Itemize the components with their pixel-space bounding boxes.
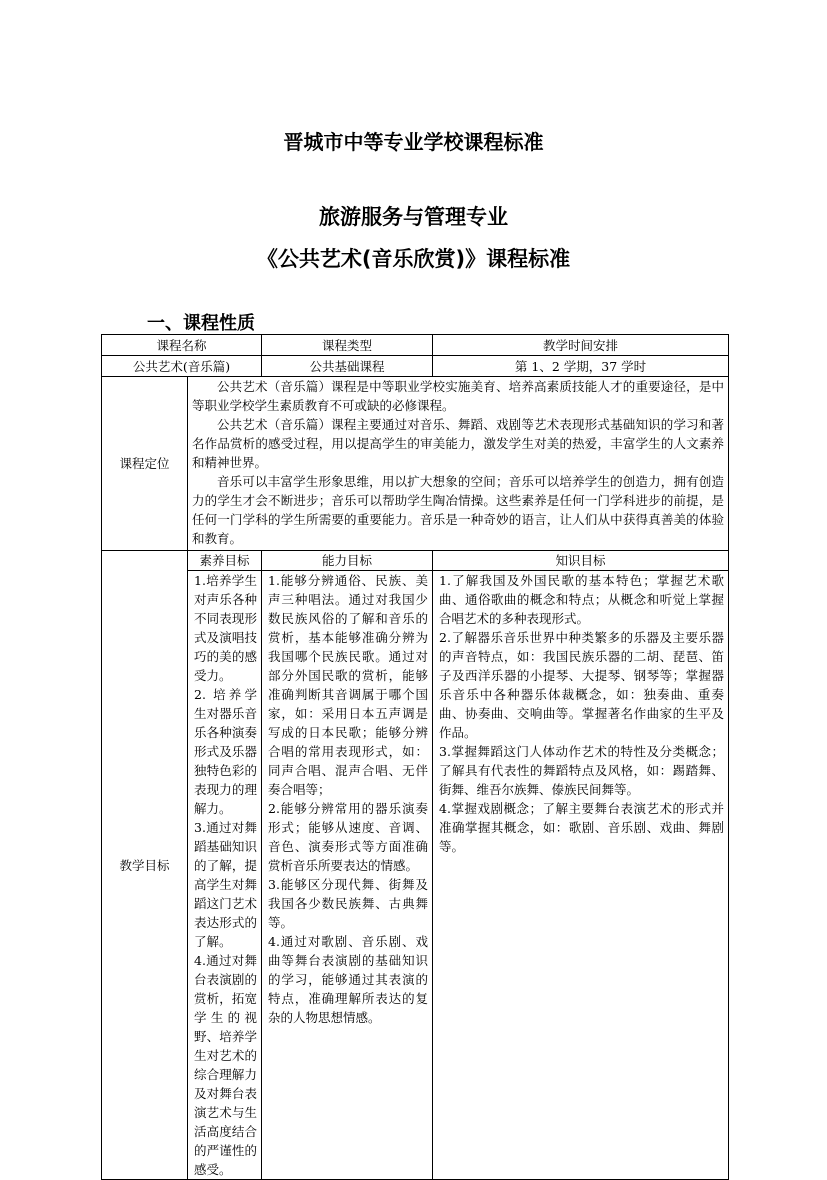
positioning-paragraph: 音乐可以丰富学生形象思维，用以扩大想象的空间；音乐可以培养学生的创造力，拥有创造力的学生才会不断进步；音乐可以帮助学生陶冶情操。这些素养是任何一门学科进步的前提，是任何一门学科的学生所需要的重要能力。音乐是一种奇妙的语言，让人们从中获得真善美的体验和教育。: [192, 474, 725, 546]
ability-goal-item: 4.通过对歌剧、音乐剧、戏曲等舞台表演剧的基础知识的学习，能够通过其表演的特点，准确理解所表达的复杂的人物思想情感。: [268, 934, 429, 1025]
positioning-paragraph: 公共艺术（音乐篇）课程是中等职业学校实施美育、培养高素质技能人才的重要途径，是中等职业学校学生素质教育不可或缺的必修课程。: [192, 379, 725, 413]
knowledge-goal-item: 1.了解我国及外国民歌的基本特色；掌握艺术歌曲、通俗歌曲的概念和特点；从概念和听觉上掌握合唱艺术的多种表现形式。: [439, 573, 725, 626]
table-header-row: [102, 335, 729, 356]
positioning-label: 课程定位: [102, 377, 188, 551]
course-nature-table: [101, 334, 729, 1180]
positioning-row: [102, 377, 729, 551]
goal-header-literacy: 素养目标: [188, 551, 262, 571]
literacy-goals-cell: [188, 571, 262, 1180]
course-title: 《公共艺术(音乐欣赏)》课程标准: [256, 247, 571, 271]
schedule-cell: 第 1、2 学期，37 学时: [433, 356, 729, 377]
goals-content-row: [102, 571, 729, 1180]
ability-goal-item: 1.能够分辨通俗、民族、美声三种唱法。通过对我国少数民族风俗的了解和音乐的赏析，基本能够准确分辨为我国哪个民族民歌。通过对部分外国民歌的赏析，能够准确判断其音调属于哪个国家，如：采用日本五声调是写成的日本民歌；能够分辨合唱的常用表现形式，如：同声合唱、混声合唱、无伴奏合唱等；: [268, 573, 429, 797]
goals-label: 教学目标: [102, 551, 188, 1180]
major-title: 旅游服务与管理专业: [319, 205, 508, 229]
header-schedule: 教学时间安排: [433, 335, 729, 356]
knowledge-goal-item: 2.了解器乐音乐世界中种类繁多的乐器及主要乐器的声音特点，如：我国民族乐器的二胡、琵琶、笛子及西洋乐器的小提琴、大提琴、钢琴等；掌握器乐音乐中各种器乐体裁概念，如：独奏曲、重奏曲、协奏曲、交响曲等。掌握著名作曲家的生平及作品。: [439, 630, 725, 740]
knowledge-goals-cell: [433, 571, 729, 1180]
goal-header-ability: 能力目标: [262, 551, 433, 571]
literacy-goal-item: 1.培养学生对声乐各种不同表现形式及演唱技巧的美的感受力。: [194, 573, 258, 683]
header-course-type: 课程类型: [262, 335, 433, 356]
ability-goal-item: 2.能够分辨常用的器乐演奏形式；能够从速度、音调、音色、演奏形式等方面准确赏析音乐所要表达的情感。: [268, 801, 429, 873]
ability-goal-item: 3.能够区分现代舞、街舞及我国各少数民族舞、古典舞等。: [268, 877, 429, 930]
goals-header-row: [102, 551, 729, 571]
course-info-row: [102, 356, 729, 377]
course-name-cell: 公共艺术(音乐篇): [102, 356, 262, 377]
knowledge-goal-item: 4.掌握戏剧概念；了解主要舞台表演艺术的形式并准确掌握其概念，如：歌剧、音乐剧、戏曲、舞剧等。: [439, 801, 725, 854]
goal-header-knowledge: 知识目标: [433, 551, 729, 571]
ability-goals-cell: [262, 571, 433, 1180]
literacy-goal-item: 2. 培养学生对器乐音乐各种演奏形式及乐器独特色彩的表现力的理解力。: [194, 687, 258, 816]
positioning-content: [188, 377, 729, 551]
header-course-name: 课程名称: [102, 335, 262, 356]
section-heading: 一、课程性质: [147, 313, 255, 334]
course-type-cell: 公共基础课程: [262, 356, 433, 377]
literacy-goal-item: 4.通过对舞台表演剧的赏析，拓宽学生的视野、培养学生对艺术的综合理解力及对舞台表演艺术与生活高度结合的严谨性的感受。: [194, 953, 258, 1177]
literacy-goal-item: 3.通过对舞蹈基础知识的了解，提高学生对舞蹈这门艺术表达形式的了解。: [194, 820, 258, 949]
knowledge-goal-item: 3.掌握舞蹈这门人体动作艺术的特性及分类概念；了解具有代表性的舞蹈特点及风格，如：踢踏舞、街舞、维吾尔族舞、傣族民间舞等。: [439, 744, 725, 797]
document-title: 晋城市中等专业学校课程标准: [283, 130, 544, 154]
positioning-paragraph: 公共艺术（音乐篇）课程主要通过对音乐、舞蹈、戏剧等艺术表现形式基础知识的学习和著名作品赏析的感受过程，用以提高学生的审美能力，激发学生对美的热爱，丰富学生的人文素养和精神世界。: [192, 417, 725, 470]
